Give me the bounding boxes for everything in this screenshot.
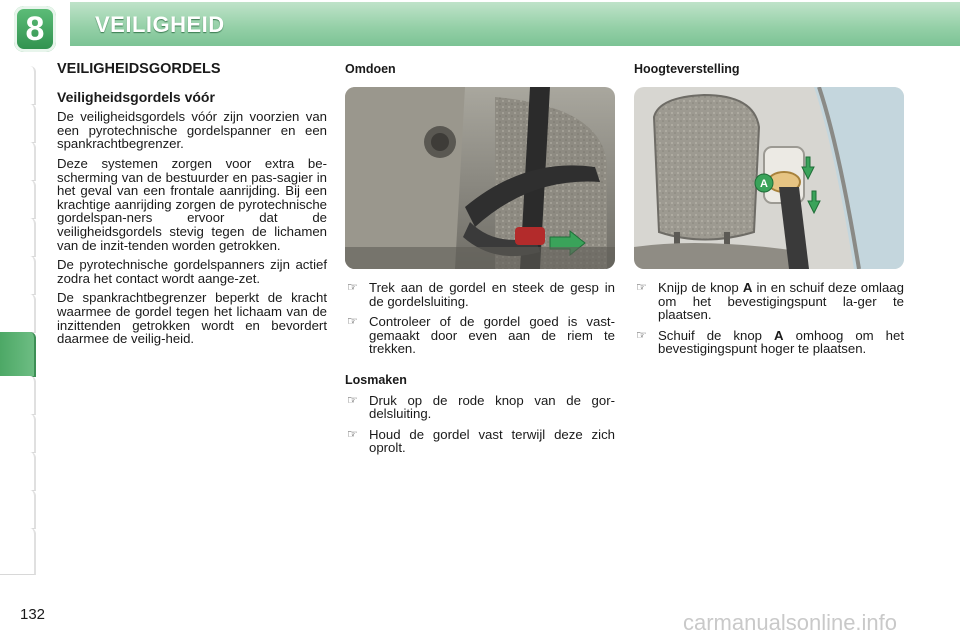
chapter-side-tabs	[0, 66, 34, 576]
seatbelt-buckle-photo	[345, 87, 615, 269]
paragraph: De pyrotechnische gordelspanners zijn actief zodra het contact wordt aange-zet.	[57, 257, 327, 286]
side-tab-4[interactable]	[0, 180, 36, 219]
side-tab-5[interactable]	[0, 218, 36, 257]
side-tab-2[interactable]	[0, 104, 36, 143]
side-tab-6[interactable]	[0, 256, 36, 295]
left-column	[57, 63, 327, 352]
list-item: ☞ Controleer of de gordel goed is vast-gemaakt door even aan de riem te trekken.	[347, 314, 615, 357]
pointing-hand-icon: ☞	[347, 392, 358, 407]
height-steps	[634, 281, 904, 363]
middle-column	[345, 63, 615, 77]
side-tab-3[interactable]	[0, 142, 36, 181]
omdoen-steps	[345, 281, 615, 462]
height-adjust-photo	[634, 87, 904, 269]
omdoen-heading: Omdoen	[345, 62, 396, 76]
pointing-hand-icon: ☞	[347, 426, 358, 441]
key-reference: A	[774, 327, 784, 343]
side-tab-9[interactable]	[0, 376, 36, 415]
list-item: ☞ Druk op de rode knop van de gor-delsluiting.	[347, 392, 615, 422]
callout-label: A	[760, 178, 768, 190]
side-tab-13[interactable]	[0, 528, 36, 575]
losmaken-heading: Losmaken	[345, 372, 407, 387]
list-item: ☞ Houd de gordel vast terwijl deze zich oprolt.	[347, 426, 615, 456]
paragraph: De veiligheidsgordels vóór zijn voorzien van een pyrotechnische gordelspanner en een spankrachtbegrenzer.	[57, 109, 327, 152]
subsection-heading: Veiligheidsgordels vóór	[57, 88, 215, 105]
side-tab-12[interactable]	[0, 490, 36, 529]
side-tab-1[interactable]	[0, 66, 36, 105]
pointing-hand-icon: ☞	[636, 280, 647, 294]
list-item: ☞ Schuif de knop A omhoog om het bevestigingspunt hoger te plaatsen.	[636, 327, 905, 357]
pointing-hand-icon: ☞	[347, 314, 358, 329]
right-column	[634, 63, 904, 77]
paragraph: De spankrachtbegrenzer beperkt de kracht waarmee de gordel tegen het lichaam van de inzittenden getrokken wordt en bevordert daarmee de veilig-heid.	[57, 290, 327, 347]
section-heading: VEILIGHEIDSGORDELS	[57, 61, 221, 77]
chapter-header	[0, 0, 960, 48]
pointing-hand-icon: ☞	[636, 327, 647, 342]
hoogteverstelling-heading: Hoogteverstelling	[634, 62, 740, 76]
page-number: 132	[20, 606, 46, 623]
page-title: VEILIGHEID	[95, 12, 225, 37]
watermark-link[interactable]: carmanualsonline.info	[683, 610, 898, 635]
side-tab-11[interactable]	[0, 452, 36, 491]
list-item: ☞ Knijp de knop A in en schuif deze omlaag om het bevestigingspunt la-ger te plaatsen.	[636, 280, 904, 323]
list-item: ☞ Trek aan de gordel en steek de gesp in de gordelsluiting.	[347, 280, 615, 309]
chapter-number: 8	[14, 6, 56, 52]
side-tab-7[interactable]	[0, 294, 36, 333]
pointing-hand-icon: ☞	[347, 280, 358, 294]
paragraph: Deze systemen zorgen voor extra be-scherming van de bestuurder en pas-sagier in het geval van een frontale aanrijding. Bij een krachtige aanrijding zorgen de pyrotechnische gordelspan-ners ervoor dat de veiligheidsgordels stevig tegen de lichamen van de inzit-tenden worden getrokken.	[57, 155, 327, 253]
side-tab-10[interactable]	[0, 414, 36, 453]
key-reference: A	[742, 280, 753, 295]
side-tab-8-active[interactable]	[0, 332, 36, 377]
